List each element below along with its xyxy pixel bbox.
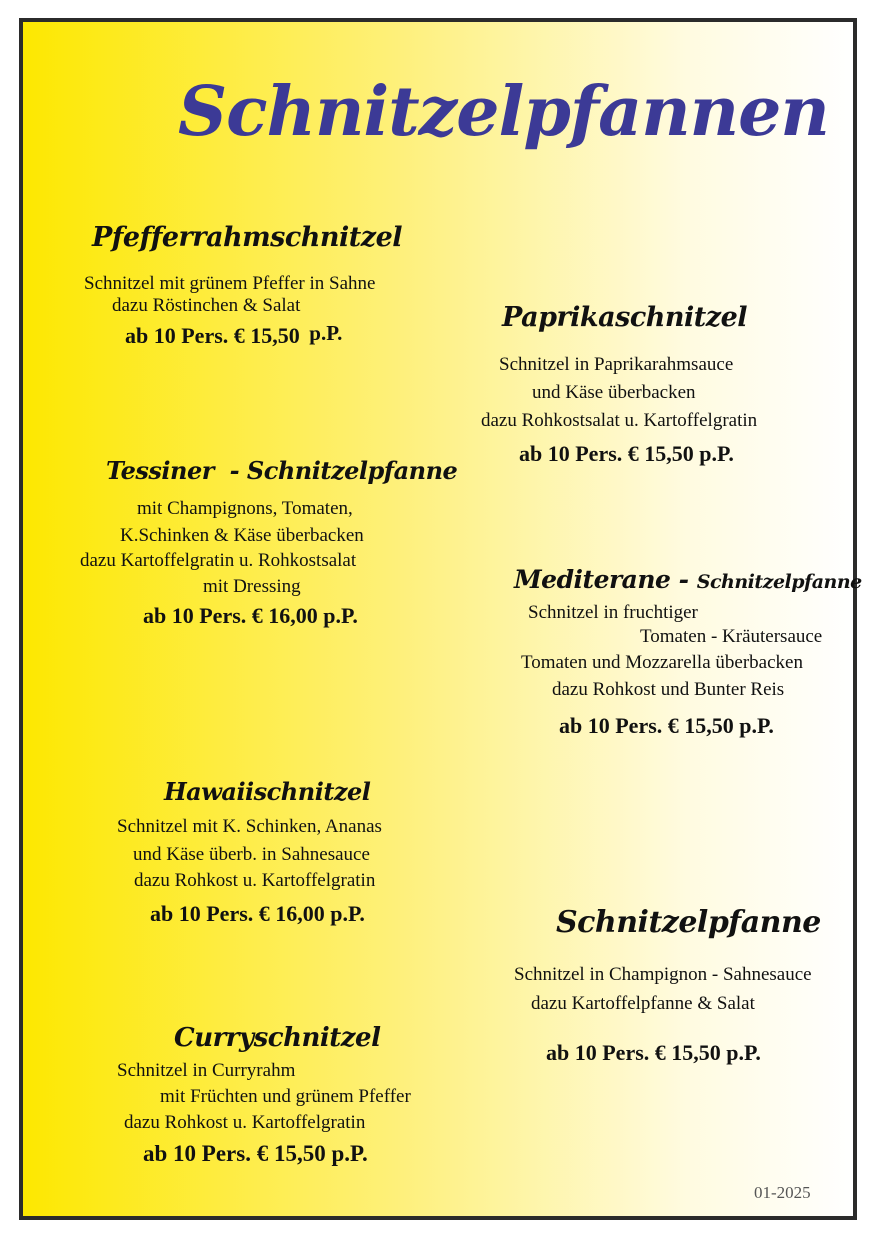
dish-description-line: Schnitzel in fruchtiger bbox=[528, 602, 698, 623]
dish-description-line: Schnitzel mit grünem Pfeffer in Sahne bbox=[84, 273, 376, 294]
dish-price: ab 10 Pers. € 15,50 p.P. bbox=[559, 713, 774, 738]
dish-description-line: dazu Kartoffelgratin u. Rohkostsalat bbox=[80, 550, 357, 571]
dish-title-tessiner-schnitzelpfanne bbox=[106, 456, 457, 485]
dish-description-line: K.Schinken & Käse überbacken bbox=[120, 525, 364, 546]
dish-description-line: Schnitzel in Curryrahm bbox=[117, 1060, 296, 1081]
dish-title-pfefferrahmschnitzel: Pfefferrahmschnitzel bbox=[92, 222, 403, 253]
dish-description-line: mit Früchten und grünem Pfeffer bbox=[160, 1086, 411, 1107]
dish-description-line: dazu Rohkost u. Kartoffelgratin bbox=[134, 870, 376, 891]
dish-title-part: Tessiner - bbox=[106, 456, 247, 485]
dish-description-line: und Käse überb. in Sahnesauce bbox=[133, 844, 370, 865]
dish-price: ab 10 Pers. € 15,50 p.P. bbox=[519, 441, 734, 466]
dish-title-part: Schnitzelpfanne bbox=[696, 571, 862, 593]
dish-title-hawaiischnitzel: Hawaiischnitzel bbox=[164, 777, 371, 806]
dish-price: ab 10 Pers. € 16,00 p.P. bbox=[150, 901, 365, 926]
dish-description-line: mit Champignons, Tomaten, bbox=[137, 498, 353, 519]
footer-date: 01-2025 bbox=[754, 1183, 811, 1202]
dish-price: ab 10 Pers. € 15,50 p.P. bbox=[143, 1141, 368, 1166]
dish-description-line: und Käse überbacken bbox=[532, 382, 696, 403]
dish-title-paprikaschnitzel: Paprikaschnitzel bbox=[502, 302, 748, 333]
dish-description-line: Schnitzel in Champignon - Sahnesauce bbox=[514, 964, 812, 985]
dish-title-mediterane-schnitzelpfanne bbox=[514, 565, 862, 594]
dish-description-line: Schnitzel in Paprikarahmsauce bbox=[499, 354, 734, 375]
dish-description-line: Schnitzel mit K. Schinken, Ananas bbox=[117, 816, 382, 837]
dish-description-line: dazu Röstinchen & Salat bbox=[112, 295, 301, 316]
dish-description-line: Tomaten und Mozzarella überbacken bbox=[521, 652, 803, 673]
dish-price-amount: ab 10 Pers. € 15,50 bbox=[125, 323, 300, 348]
dish-price-suffix: p.P. bbox=[309, 321, 343, 345]
dish-price: ab 10 Pers. € 15,50 p.P. bbox=[546, 1040, 761, 1065]
page-title: Schnitzelpfannen bbox=[178, 72, 829, 152]
dish-description-line: Tomaten - Kräutersauce bbox=[640, 626, 823, 647]
dish-price bbox=[125, 323, 342, 349]
dish-description-line: dazu Rohkost u. Kartoffelgratin bbox=[124, 1112, 366, 1133]
dish-title-curryschnitzel: Curryschnitzel bbox=[174, 1023, 381, 1053]
dish-title-part: Schnitzelpfanne bbox=[246, 456, 458, 485]
dish-description-line: dazu Rohkost und Bunter Reis bbox=[552, 679, 785, 700]
dish-description-line: mit Dressing bbox=[203, 576, 301, 597]
dish-description-line: dazu Rohkostsalat u. Kartoffelgratin bbox=[481, 410, 758, 431]
dish-description-line: dazu Kartoffelpfanne & Salat bbox=[531, 993, 755, 1014]
dish-title-part: Mediterane - bbox=[514, 565, 697, 594]
dish-price: ab 10 Pers. € 16,00 p.P. bbox=[143, 603, 358, 628]
dish-title-schnitzelpfanne: Schnitzelpfanne bbox=[556, 905, 821, 940]
